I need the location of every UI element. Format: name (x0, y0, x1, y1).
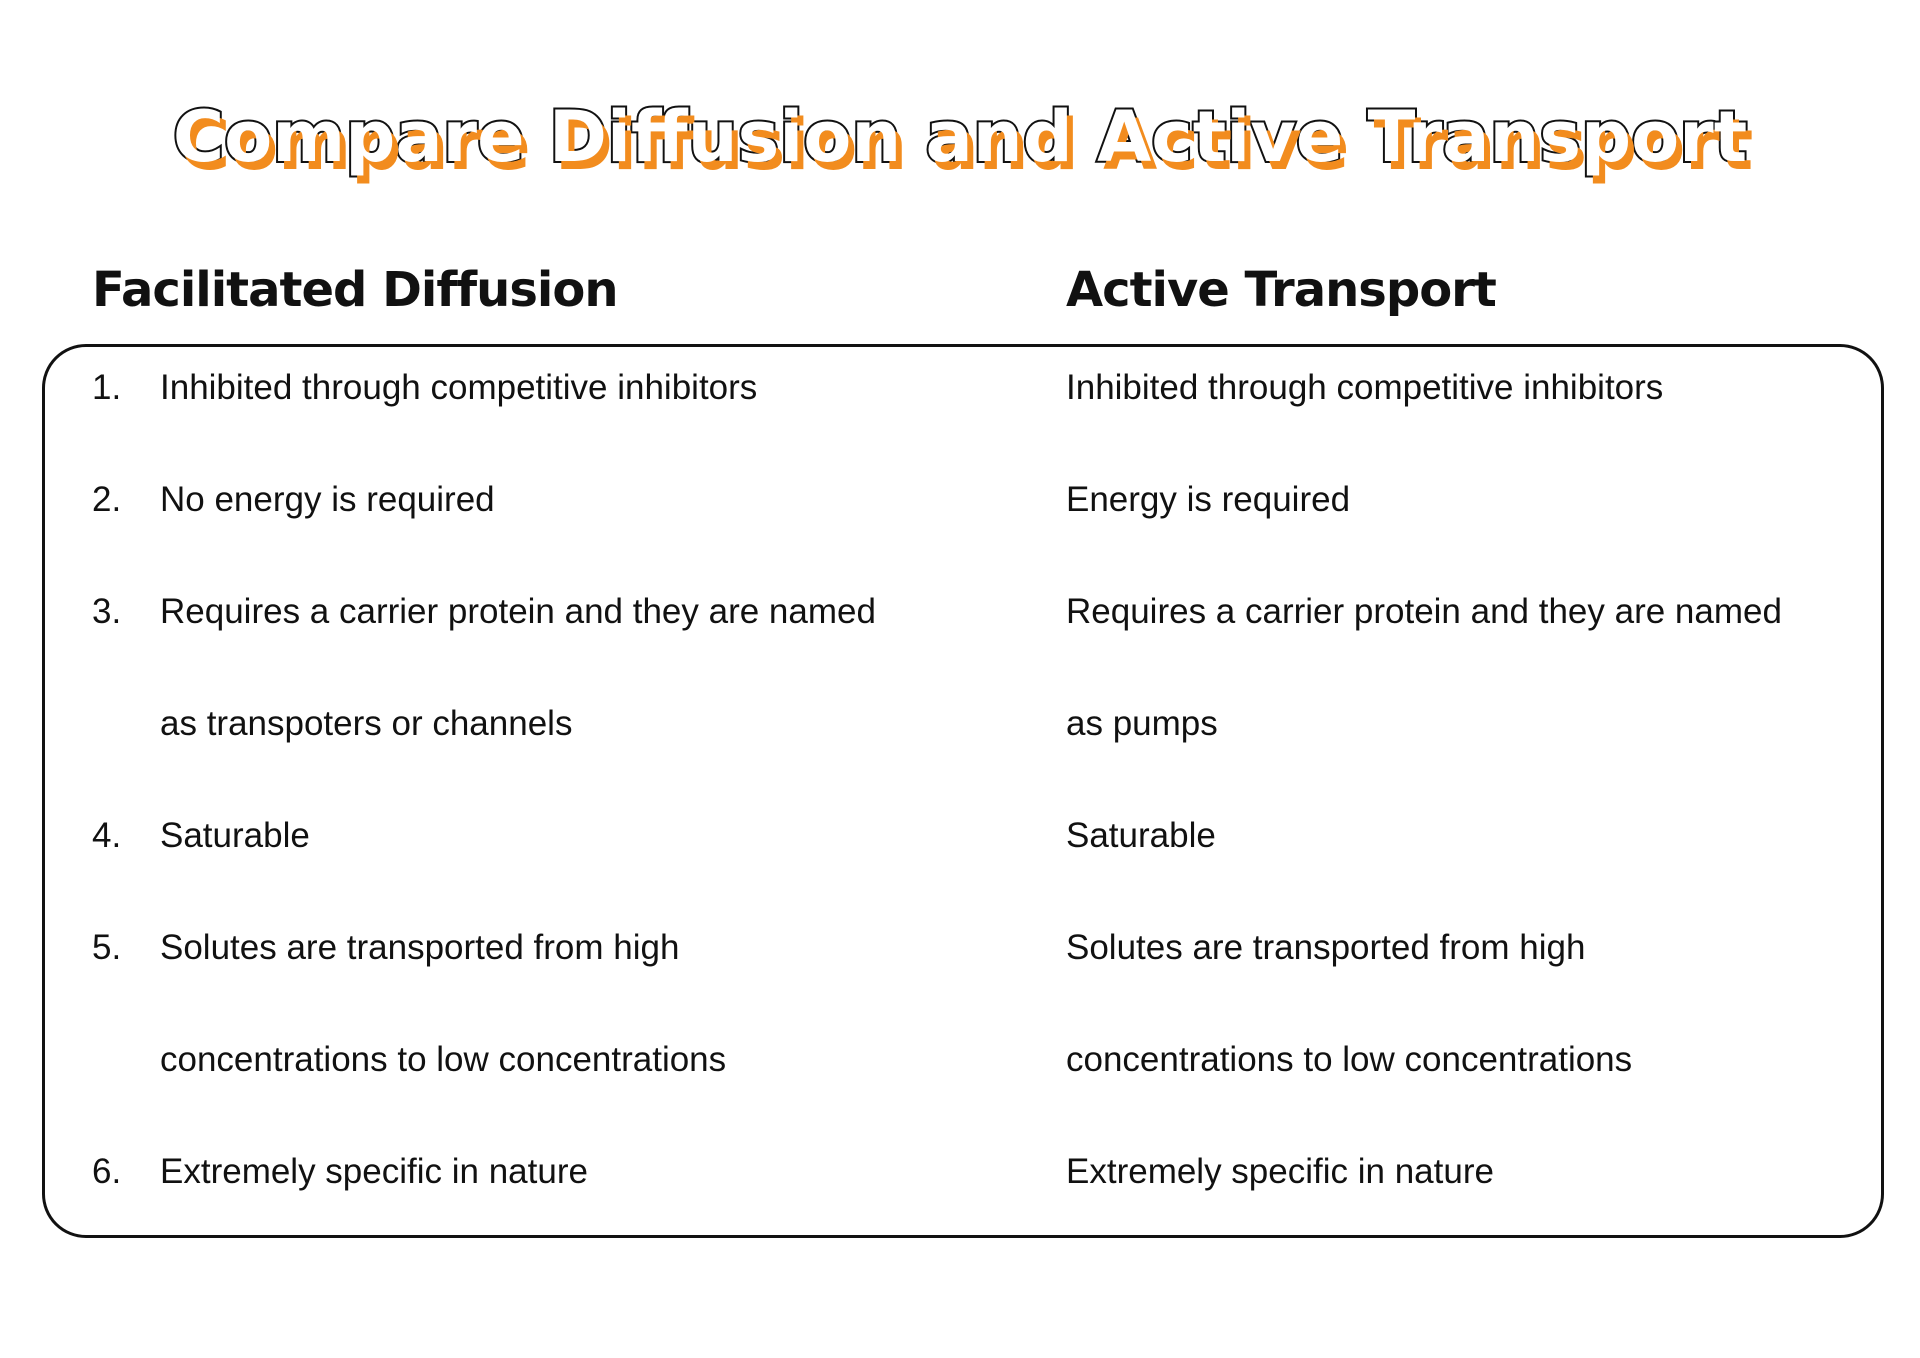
left-item-text: Extremely specific in nature (160, 1152, 588, 1191)
right-item-text: Solutes are transported from high (1066, 928, 1586, 967)
row-number: 3. (92, 592, 122, 631)
left-item-text: Requires a carrier protein and they are named (160, 592, 876, 631)
right-item-text: Saturable (1066, 816, 1216, 855)
left-item-text-continued: concentrations to low concentrations (160, 1040, 727, 1079)
left-item-text: No energy is required (160, 480, 495, 519)
right-item-text: Inhibited through competitive inhibitors (1066, 368, 1664, 407)
left-item-text: Inhibited through competitive inhibitors (160, 368, 758, 407)
column-heading-facilitated-diffusion: Facilitated Diffusion (92, 262, 618, 318)
left-item-text-continued: as transpoters or channels (160, 704, 573, 743)
column-heading-active-transport: Active Transport (1066, 262, 1496, 318)
comparison-box (42, 344, 1884, 1238)
row-number: 2. (92, 480, 122, 519)
right-item-text: Energy is required (1066, 480, 1351, 519)
left-item-text: Saturable (160, 816, 310, 855)
right-item-text: Requires a carrier protein and they are named (1066, 592, 1782, 631)
row-number: 4. (92, 816, 122, 855)
row-number: 1. (92, 368, 122, 407)
right-item-text-continued: as pumps (1066, 704, 1218, 743)
left-item-text: Solutes are transported from high (160, 928, 680, 967)
right-item-text: Extremely specific in nature (1066, 1152, 1494, 1191)
row-number: 6. (92, 1152, 122, 1191)
row-number: 5. (92, 928, 122, 967)
right-item-text-continued: concentrations to low concentrations (1066, 1040, 1633, 1079)
page-title: Compare Diffusion and Active Transport (172, 96, 1748, 178)
